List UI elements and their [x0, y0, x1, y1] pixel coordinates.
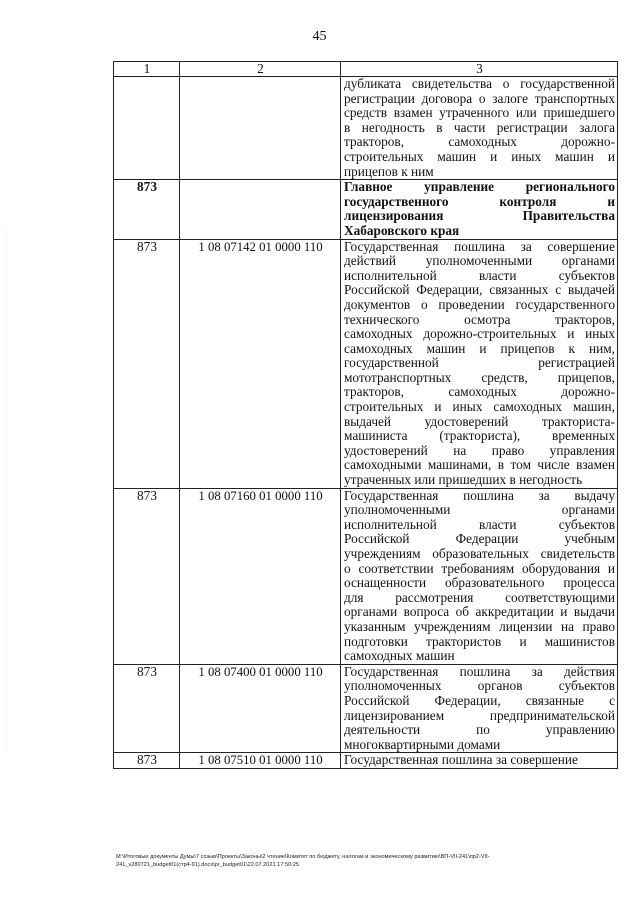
description-line: многоквартирными домами: [344, 736, 501, 752]
table-row: [114, 664, 618, 753]
description-line: регистрации договора о залоге транспортных: [344, 90, 615, 106]
cell-number: 873: [114, 753, 180, 769]
cell-description: [341, 239, 618, 488]
description-line: Государственная пошлина за совершение: [344, 238, 615, 254]
description-line: Главное управление регионального: [344, 179, 615, 195]
cell-number: [114, 77, 180, 180]
description-line: самоходными машинами, в том числе взамен: [344, 457, 615, 473]
description-line: органами вопроса об аккредитации и выдачи: [344, 604, 615, 620]
description-line: исполнительной власти субъектов: [344, 516, 615, 532]
description-line: исполнительной власти субъектов: [344, 267, 615, 283]
description-line: для рассмотрения соответствующими: [344, 589, 615, 605]
description-line: удостоверений на право управления: [344, 442, 615, 458]
description-line: тракторов, самоходных дорожно-: [344, 134, 615, 150]
table-row-continuation: [114, 77, 618, 180]
description-line: тракторов, самоходных дорожно-: [344, 384, 615, 400]
cell-code: 1 08 07400 01 0000 110: [180, 664, 341, 753]
page-number: 45: [312, 29, 327, 44]
description-line: средств взамен утраченного или пришедшего: [344, 105, 615, 121]
table-row: [114, 753, 618, 769]
description-line: Российской Федерации, связанные с: [344, 692, 615, 708]
description-line: государственной регистрацией: [344, 355, 615, 371]
cell-description: [341, 77, 618, 180]
description-line: документов о проведении государственного: [344, 296, 615, 312]
cell-code: 1 08 07160 01 0000 110: [180, 488, 341, 664]
description-line: действий уполномоченными органами: [344, 253, 615, 269]
description-line: оснащенности образовательного процесса: [344, 575, 615, 591]
table-row: [114, 180, 618, 239]
description-line: государственного контроля и: [344, 193, 615, 209]
description-line: лицензирования Правительства: [344, 208, 615, 224]
cell-number: 873: [114, 488, 180, 664]
description-line: Государственная пошлина за выдачу: [344, 487, 615, 503]
description-line: Российской Федерации, связанных с выдачей: [344, 282, 615, 298]
description-line: учреждениям образовательных свидетельств: [344, 546, 615, 561]
description-line: мототранспортных средств, прицепов,: [344, 369, 615, 385]
description-line: строительных и иных самоходных машин,: [344, 399, 615, 415]
cell-code: 1 08 07142 01 0000 110: [180, 239, 341, 488]
column-header-1: 1: [114, 62, 180, 77]
table-row: [114, 488, 618, 664]
description-line: самоходных машин: [344, 648, 455, 664]
cell-number: 873: [114, 180, 180, 239]
cell-number: 873: [114, 239, 180, 488]
description-line: Государственная пошлина за действия: [344, 663, 615, 679]
description-line: прицепов к ним: [344, 163, 434, 179]
footer-line: 241_v280721_budget01(стр4-91).docx\pr_budget01\22.07.2021 17:50:25: [116, 862, 299, 868]
footer-line: М:\Итоговые документы Думы\7 созыв\Проекты\Законы\2 чтение\Комитет по бюджету, налогам и экономическому развитию\ВП-VII-241\пр2-VII-: [116, 854, 490, 860]
cell-description: [341, 180, 618, 239]
cell-description: [341, 664, 618, 753]
description-line: Российской Федерации учебным: [344, 531, 615, 547]
cell-code: [180, 77, 341, 180]
description-line: уполномоченных органов субъектов: [344, 678, 615, 694]
description-line: строительных машин и иных машин и: [344, 148, 615, 164]
description-line: дубликата свидетельства о государственной: [344, 76, 615, 91]
description-line: самоходных машин и прицепов к ним,: [344, 340, 615, 356]
table-row: [114, 239, 618, 488]
cell-description: [341, 753, 618, 769]
description-line: указанным учреждениям лицензии на право: [344, 618, 615, 634]
cell-number: 873: [114, 664, 180, 753]
description-line: лицензированием предпринимательской: [344, 707, 615, 723]
description-line: подготовки трактористов и машинистов: [344, 633, 615, 649]
description-line: выдачей удостоверений тракториста-: [344, 413, 615, 429]
description-line: самоходных дорожно-строительных и иных: [344, 326, 615, 342]
cell-code: [180, 180, 341, 239]
description-line: о соответствии требованиям оборудования и: [344, 560, 615, 576]
description-line: утраченных или пришедших в негодность: [344, 472, 583, 488]
budget-classification-table: [113, 61, 618, 769]
cell-description: [341, 488, 618, 664]
table-header-row: [114, 62, 618, 77]
description-line: уполномоченными органами: [344, 502, 615, 518]
description-line: Хабаровского края: [344, 222, 460, 238]
description-line: технического осмотра тракторов,: [344, 311, 615, 327]
column-header-3: 3: [341, 62, 618, 77]
column-header-2: 2: [180, 62, 341, 77]
cell-code: 1 08 07510 01 0000 110: [180, 753, 341, 769]
description-line: машиниста (тракториста), временных: [344, 428, 615, 444]
description-line: в негодность в части регистрации залога: [344, 119, 615, 135]
description-line: деятельности по управлению: [344, 722, 615, 738]
scan-edge-shadow: [6, 230, 7, 750]
description-line: Государственная пошлина за совершение: [344, 752, 578, 768]
file-path-footer: [116, 853, 616, 869]
